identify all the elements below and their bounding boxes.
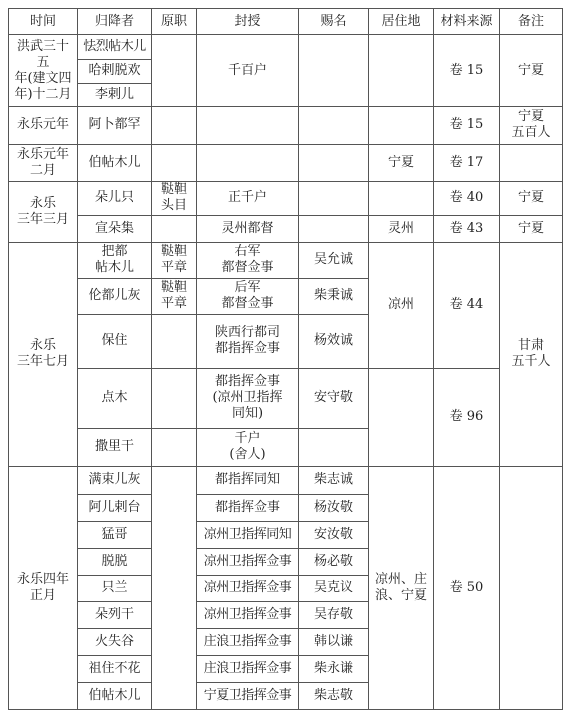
- cell-grant: 凉州卫指挥佥事: [197, 575, 299, 602]
- cell-original-post: [152, 315, 197, 369]
- cell-surrenderer: 朵儿只: [78, 181, 152, 215]
- header-time: 时间: [9, 9, 78, 35]
- cell-surrenderer: 宣朵集: [78, 215, 152, 242]
- cell-given-name: 韩以谦: [299, 629, 369, 656]
- cell-grant: 千百户: [197, 35, 299, 107]
- cell-time: 永乐四年 正月: [9, 467, 78, 710]
- cell-grant: 庄浪卫指挥佥事: [197, 629, 299, 656]
- cell-source: 卷 17: [434, 144, 500, 181]
- cell-given-name: 柴志敬: [299, 683, 369, 710]
- cell-residence: [369, 368, 434, 466]
- cell-surrenderer: 阿卜都罕: [78, 107, 152, 144]
- cell-given-name: 安守敬: [299, 368, 369, 428]
- cell-surrenderer: 李剌儿: [78, 83, 152, 107]
- header-source: 材料来源: [434, 9, 500, 35]
- cell-grant: 千户 (舍人): [197, 428, 299, 466]
- cell-source: 卷 15: [434, 35, 500, 107]
- cell-surrenderer: 脱脱: [78, 548, 152, 575]
- cell-source: 卷 43: [434, 215, 500, 242]
- cell-surrenderer: 阿儿剌台: [78, 494, 152, 521]
- cell-grant: 庄浪卫指挥佥事: [197, 656, 299, 683]
- cell-grant: 宁夏卫指挥佥事: [197, 683, 299, 710]
- cell-given-name: [299, 35, 369, 107]
- cell-residence: 凉州: [369, 242, 434, 368]
- cell-original-post: [152, 107, 197, 144]
- cell-surrenderer: 点木: [78, 368, 152, 428]
- cell-source: 卷 96: [434, 368, 500, 466]
- cell-residence: 凉州、庄 浪、宁夏: [369, 467, 434, 710]
- cell-source: 卷 50: [434, 467, 500, 710]
- cell-note: 宁夏 五百人: [500, 107, 563, 144]
- cell-given-name: 吴允诚: [299, 242, 369, 278]
- cell-given-name: [299, 215, 369, 242]
- cell-residence: [369, 35, 434, 107]
- table-row: [9, 215, 563, 242]
- cell-grant: 陕西行都司 都指挥佥事: [197, 315, 299, 369]
- cell-grant: 灵州都督: [197, 215, 299, 242]
- cell-residence: 灵州: [369, 215, 434, 242]
- cell-surrenderer: 朵列干: [78, 602, 152, 629]
- cell-given-name: [299, 181, 369, 215]
- cell-given-name: [299, 144, 369, 181]
- cell-given-name: 吴存敬: [299, 602, 369, 629]
- table-row: [9, 181, 563, 215]
- surrender-table: [8, 8, 563, 710]
- cell-given-name: 安汝敬: [299, 521, 369, 548]
- table-row: [9, 35, 563, 60]
- cell-given-name: 柴永谦: [299, 656, 369, 683]
- cell-time: 洪武三十五 年(建文四 年)十二月: [9, 35, 78, 107]
- table-row: [9, 242, 563, 278]
- cell-surrenderer: 保住: [78, 315, 152, 369]
- cell-original-post: [152, 144, 197, 181]
- cell-time: 永乐 三年三月: [9, 181, 78, 242]
- cell-surrenderer: 撒里干: [78, 428, 152, 466]
- cell-given-name: 柴志诚: [299, 467, 369, 495]
- cell-original-post: [152, 368, 197, 428]
- header-note: 备注: [500, 9, 563, 35]
- cell-original-post: [152, 428, 197, 466]
- cell-source: 卷 15: [434, 107, 500, 144]
- table-row: [9, 368, 563, 428]
- cell-surrenderer: 怯烈帖木儿: [78, 35, 152, 60]
- header-row: [9, 9, 563, 35]
- cell-given-name: 吴克议: [299, 575, 369, 602]
- cell-note: 宁夏: [500, 181, 563, 215]
- cell-given-name: [299, 107, 369, 144]
- header-original-post: 原职: [152, 9, 197, 35]
- cell-residence: [369, 107, 434, 144]
- cell-surrenderer: 只兰: [78, 575, 152, 602]
- cell-note: [500, 467, 563, 710]
- cell-surrenderer: 伯帖木儿: [78, 683, 152, 710]
- cell-residence: 宁夏: [369, 144, 434, 181]
- cell-grant: 后军 都督佥事: [197, 278, 299, 314]
- cell-grant: 凉州卫指挥佥事: [197, 602, 299, 629]
- cell-time: 永乐 三年七月: [9, 242, 78, 466]
- table-row: [9, 467, 563, 495]
- cell-surrenderer: 火失谷: [78, 629, 152, 656]
- table-row: [9, 144, 563, 181]
- table-row: [9, 107, 563, 144]
- cell-grant: 凉州卫指挥佥事: [197, 548, 299, 575]
- header-given-name: 赐名: [299, 9, 369, 35]
- cell-surrenderer: 把都 帖木儿: [78, 242, 152, 278]
- cell-original-post: [152, 215, 197, 242]
- cell-grant: 右军 都督佥事: [197, 242, 299, 278]
- cell-original-post: [152, 467, 197, 710]
- cell-given-name: [299, 428, 369, 466]
- cell-source: 卷 40: [434, 181, 500, 215]
- cell-surrenderer: 满束儿灰: [78, 467, 152, 495]
- cell-original-post: 鞑靼 头目: [152, 181, 197, 215]
- cell-residence: [369, 181, 434, 215]
- cell-grant: 都指挥佥事 (凉州卫指挥 同知): [197, 368, 299, 428]
- cell-surrenderer: 猛哥: [78, 521, 152, 548]
- header-grant: 封授: [197, 9, 299, 35]
- cell-original-post: 鞑靼 平章: [152, 278, 197, 314]
- cell-grant: 凉州卫指挥同知: [197, 521, 299, 548]
- cell-grant: 都指挥佥事: [197, 494, 299, 521]
- cell-given-name: 杨汝敬: [299, 494, 369, 521]
- cell-grant: [197, 107, 299, 144]
- cell-surrenderer: 祖住不花: [78, 656, 152, 683]
- header-surrenderer: 归降者: [78, 9, 152, 35]
- cell-grant: [197, 144, 299, 181]
- cell-source: 卷 44: [434, 242, 500, 368]
- cell-note: 甘肃 五千人: [500, 242, 563, 466]
- cell-note: [500, 144, 563, 181]
- cell-grant: 正千户: [197, 181, 299, 215]
- cell-surrenderer: 哈剌脱欢: [78, 59, 152, 83]
- cell-original-post: 鞑靼 平章: [152, 242, 197, 278]
- cell-note: 宁夏: [500, 215, 563, 242]
- cell-time: 永乐元年: [9, 107, 78, 144]
- cell-surrenderer: 伦都儿灰: [78, 278, 152, 314]
- cell-given-name: 杨效诚: [299, 315, 369, 369]
- cell-given-name: 杨必敬: [299, 548, 369, 575]
- cell-surrenderer: 伯帖木儿: [78, 144, 152, 181]
- cell-time: 永乐元年 二月: [9, 144, 78, 181]
- cell-original-post: [152, 35, 197, 107]
- cell-note: 宁夏: [500, 35, 563, 107]
- cell-grant: 都指挥同知: [197, 467, 299, 495]
- header-residence: 居住地: [369, 9, 434, 35]
- cell-given-name: 柴秉诚: [299, 278, 369, 314]
